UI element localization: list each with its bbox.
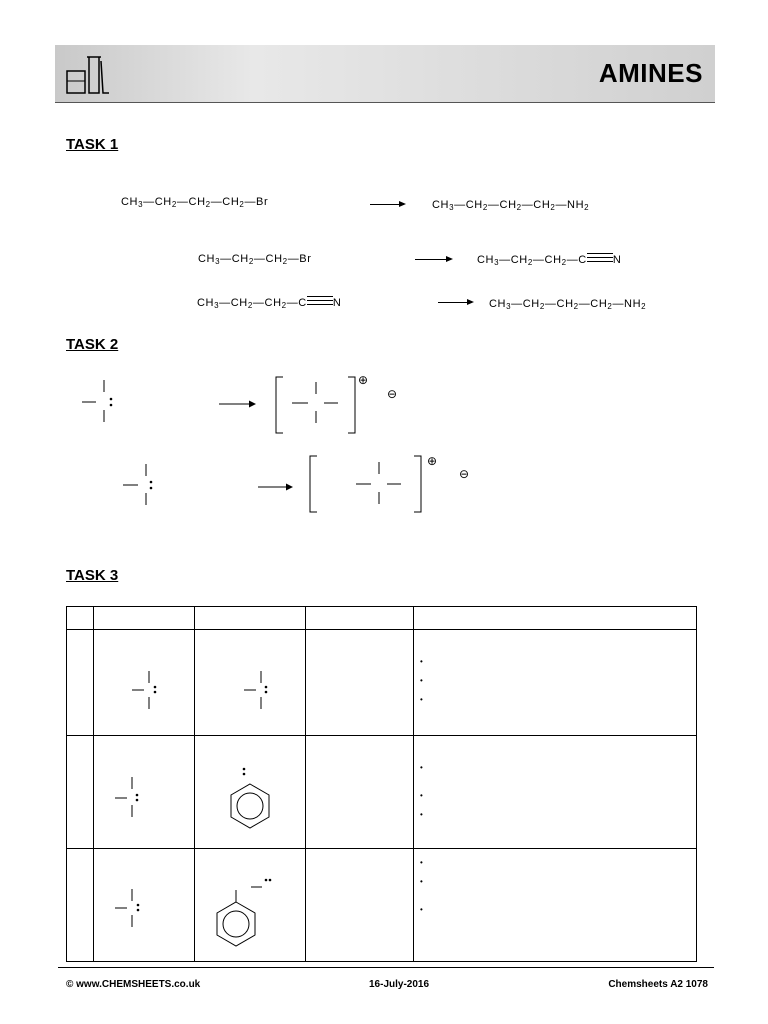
bullet: • <box>420 877 423 886</box>
table-cell <box>67 630 94 736</box>
table-row <box>67 849 697 962</box>
task2-row1-amine-skeleton <box>82 380 104 422</box>
bullet: • <box>420 858 423 867</box>
task2-row1-minus-charge: ⊖ <box>387 387 398 401</box>
benzyl-amine-icon <box>195 849 305 956</box>
bullet: • <box>420 791 423 800</box>
task1-heading: TASK 1 <box>66 136 119 153</box>
footer-date: 16-July-2016 <box>369 979 430 990</box>
table-row <box>67 736 697 849</box>
footer-divider <box>58 967 714 968</box>
page-title: AMINES <box>598 58 703 88</box>
table-cell <box>414 630 697 736</box>
table-cell <box>414 736 697 849</box>
table-cell <box>306 736 414 849</box>
reaction3-reactant: $CH_3—CH_2—CH_2—C$ N <box>197 297 342 310</box>
table-cell <box>195 849 306 962</box>
reaction1-product: $CH_3—CH_2—CH_2—CH_2—NH_2$ <box>432 199 590 212</box>
amine-skeleton-icon <box>94 849 194 956</box>
task3-heading: TASK 3 <box>66 567 119 584</box>
table-cell <box>414 849 697 962</box>
table-cell <box>94 736 195 849</box>
task3-table <box>66 606 697 962</box>
table-cell <box>414 607 697 630</box>
reaction2-product: $CH_3—CH_2—CH_2—C$ N <box>477 254 622 267</box>
table-cell <box>195 736 306 849</box>
table-cell <box>195 607 306 630</box>
table-cell <box>94 607 195 630</box>
table-cell <box>94 849 195 962</box>
amine-skeleton-icon <box>195 630 305 730</box>
table-row <box>67 630 697 736</box>
benzene-ring-icon <box>195 736 305 843</box>
task2-row2-minus-charge: ⊖ <box>459 467 470 481</box>
bullet: • <box>420 657 423 666</box>
reaction2-reactant: $CH_3—CH_2—CH_2—Br$ <box>198 253 312 266</box>
table-cell <box>195 630 306 736</box>
task2-row2-plus-charge: ⊕ <box>427 454 438 468</box>
bullet: • <box>420 695 423 704</box>
table-cell <box>94 630 195 736</box>
table-cell <box>306 849 414 962</box>
table-cell <box>67 849 94 962</box>
footer-document-id: Chemsheets A2 1078 <box>608 979 708 990</box>
reaction3-product: $CH_3—CH_2—CH_2—CH_2—NH_2$ <box>489 298 647 311</box>
table-cell <box>67 736 94 849</box>
table-header-row <box>67 607 697 630</box>
table-cell <box>306 630 414 736</box>
bullet: • <box>420 676 423 685</box>
table-cell <box>306 607 414 630</box>
footer-website: © www.CHEMSHEETS.co.uk <box>66 979 201 990</box>
bullet: • <box>420 810 423 819</box>
task2-row1-plus-charge: ⊕ <box>358 373 369 387</box>
task2-heading: TASK 2 <box>66 336 119 353</box>
reaction1-reactant: $CH_3—CH_2—CH_2—CH_2—Br$ <box>121 196 269 209</box>
task2-row2-amine-skeleton <box>123 464 146 505</box>
amine-skeleton-icon <box>94 630 194 730</box>
amine-skeleton-icon <box>94 736 194 843</box>
bullet: • <box>420 763 423 772</box>
bullet: • <box>420 905 423 914</box>
table-cell <box>67 607 94 630</box>
